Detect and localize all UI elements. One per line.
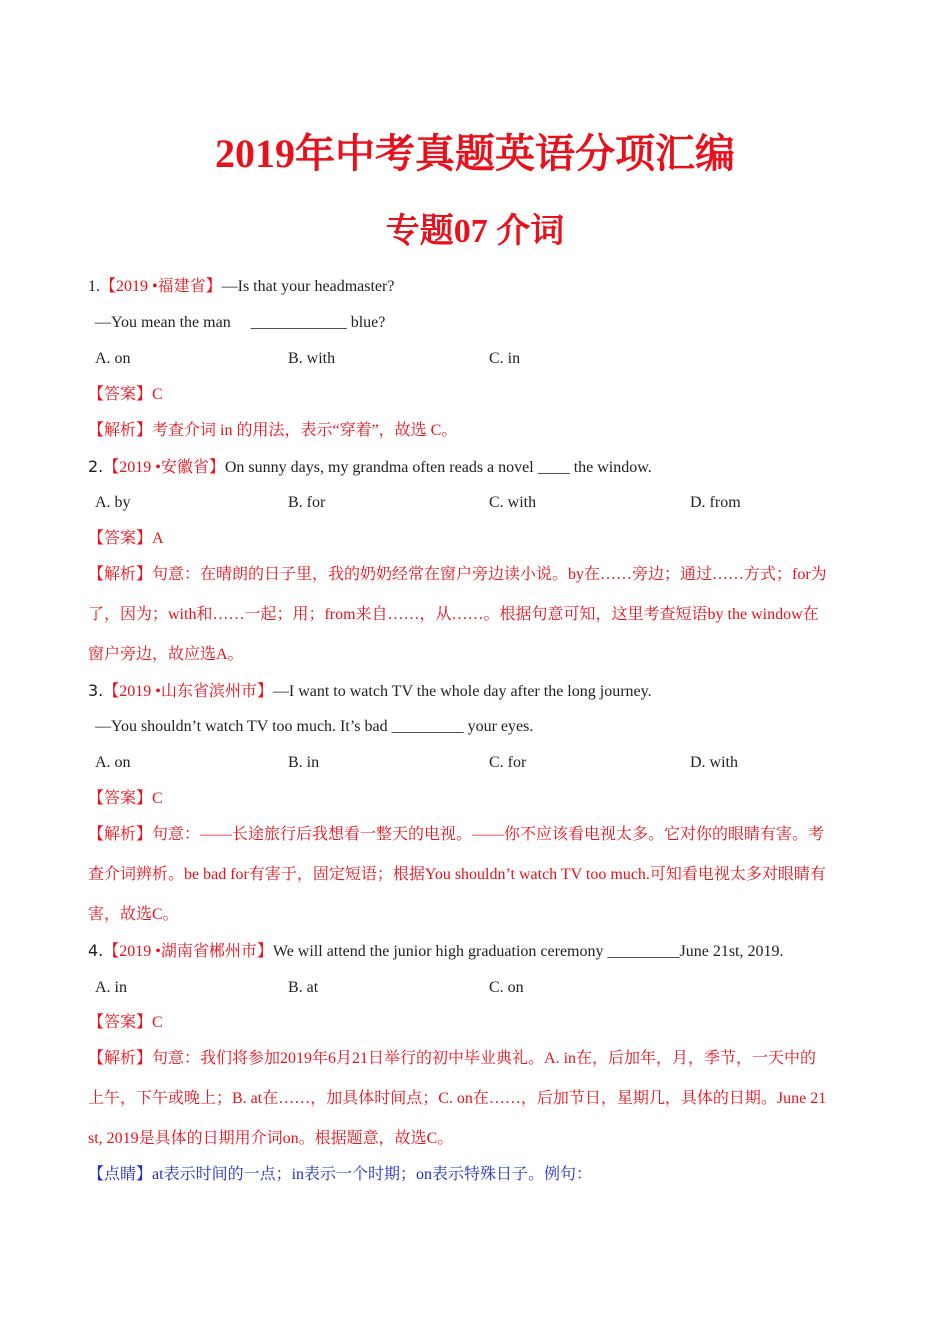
option-b: B. with (288, 350, 336, 367)
analysis-text: 句意：在晴朗的日子里，我的奶奶经常在窗户旁边读小说。by在……旁边；通过……方式；for为 (152, 566, 827, 583)
answer-value: C (152, 790, 163, 807)
option-a: A. on (95, 350, 131, 367)
option-a: A. by (95, 494, 131, 511)
analysis-tag: 【解析】 (88, 566, 153, 583)
question-stem: On sunny days, my grandma often reads a novel ____ the window. (224, 459, 652, 476)
option-d: D. with (690, 754, 738, 771)
answer-1 (88, 384, 163, 406)
question-3 (88, 680, 652, 703)
answer-3 (88, 788, 163, 810)
analysis-4-line2: 上午，下午或晚上；B. at在……，加具体时间点；C. on在……，后加节日，星期几，具体的日期。June 21 (88, 1090, 827, 1107)
page-title: 2019年中考真题英语分项汇编 (215, 131, 735, 176)
question-source: 【2019 •安徽省】 (103, 459, 225, 476)
analysis-2-line3: 窗户旁边，故应选A。 (88, 646, 244, 663)
answer-value: C (152, 386, 163, 403)
analysis-4 (88, 1048, 816, 1070)
question-4 (88, 940, 784, 963)
tip-text: at表示时间的一点；in表示一个时期；on表示特殊日子。例句： (152, 1166, 593, 1183)
analysis-tag: 【解析】 (88, 422, 153, 439)
question-source: 【2019 •山东省滨州市】 (103, 683, 273, 700)
answer-4 (88, 1012, 163, 1034)
question-stem: We will attend the junior high graduation ceremony _________June 21st, 2019. (272, 943, 784, 960)
answer-tag: 【答案】 (88, 530, 153, 547)
analysis-tag: 【解析】 (88, 826, 153, 843)
option-d: D. from (690, 494, 741, 511)
option-c: C. in (489, 350, 521, 367)
question-number: 1. (88, 278, 100, 295)
question-stem: —Is that your headmaster? (221, 278, 395, 295)
tip-4 (88, 1164, 592, 1186)
page-subtitle: 专题07 介词 (385, 213, 565, 250)
analysis-4-line3: st, 2019是具体的日期用介词on。根据题意，故选C。 (88, 1130, 454, 1147)
analysis-3 (88, 824, 824, 846)
analysis-text: 句意：——长途旅行后我想看一整天的电视。——你不应该看电视太多。它对你的眼睛有害。考 (152, 826, 825, 843)
analysis-2 (88, 564, 827, 586)
question-1-line2: —You mean the man ____________ blue? (95, 314, 386, 331)
analysis-3-line2: 查介词辨析。be bad for有害于，固定短语；根据You shouldn’t watch TV too much.可知看电视太多对眼睛有 (88, 866, 826, 883)
question-2 (88, 456, 652, 479)
analysis-2-line2: 了，因为；with和……一起；用；from来自……，从……。根据句意可知，这里考查短语by the window在 (88, 606, 819, 623)
analysis-tag: 【解析】 (88, 1050, 153, 1067)
question-1 (88, 276, 394, 298)
question-source: 【2019 •福建省】 (100, 278, 222, 295)
question-number: 3. (88, 681, 104, 700)
question-number: 2. (88, 457, 104, 476)
option-c: C. on (489, 979, 524, 996)
option-b: B. for (288, 494, 326, 511)
question-source: 【2019 •湖南省郴州市】 (103, 943, 273, 960)
answer-value: A (152, 530, 164, 547)
answer-tag: 【答案】 (88, 1014, 153, 1031)
question-number: 4. (88, 941, 104, 960)
answer-value: C (152, 1014, 163, 1031)
answer-tag: 【答案】 (88, 790, 153, 807)
question-3-line2: —You shouldn’t watch TV too much. It’s bad _________ your eyes. (95, 718, 534, 735)
analysis-1 (88, 420, 457, 442)
analysis-3-line3: 害，故选C。 (88, 906, 179, 923)
option-c: C. for (489, 754, 527, 771)
option-b: B. in (288, 754, 320, 771)
analysis-text: 考查介词 in 的用法，表示“穿着”，故选 C。 (152, 422, 458, 439)
question-stem: —I want to watch TV the whole day after the long journey. (272, 683, 652, 700)
analysis-text: 句意：我们将参加2019年6月21日举行的初中毕业典礼。A. in在，后加年，月，季节，一天中的 (152, 1050, 817, 1067)
option-b: B. at (288, 979, 319, 996)
option-a: A. on (95, 754, 131, 771)
answer-2 (88, 528, 164, 550)
option-a: A. in (95, 979, 127, 996)
tip-tag: 【点睛】 (88, 1166, 153, 1183)
answer-tag: 【答案】 (88, 386, 153, 403)
option-c: C. with (489, 494, 537, 511)
